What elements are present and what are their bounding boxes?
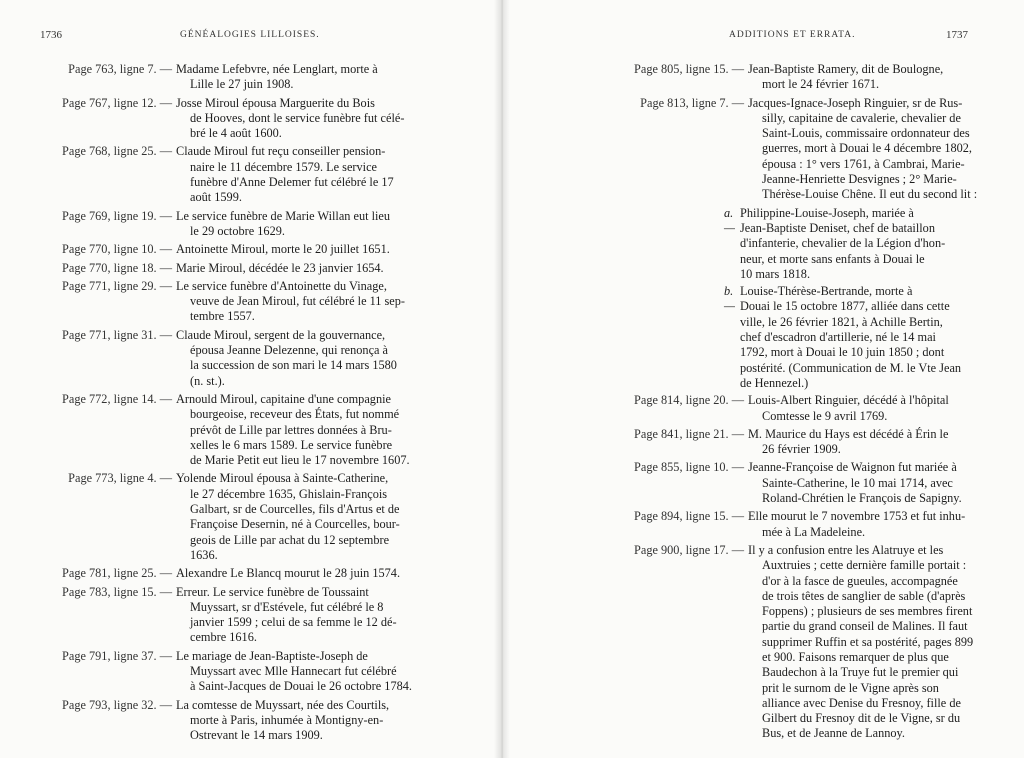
text-line: Foppens) ; plusieurs de ses membres firent [762, 604, 973, 619]
text-line: prit le surnom de le Vigne après son [762, 680, 939, 695]
text-line: de trois têtes de sanglier de sable (d'après [762, 588, 966, 603]
page-line-reference: Page 771, ligne 31. — [62, 327, 172, 342]
text-line: silly, capitaine de cavalerie, chevalier de [762, 110, 961, 125]
entry-text [176, 242, 490, 257]
errata-entry [40, 96, 490, 142]
text-line: de Hennezel.) [740, 375, 809, 390]
errata-entry [40, 209, 490, 240]
entry-text [176, 698, 490, 744]
left-errata-list [40, 62, 490, 746]
right-page-number: 1737 [946, 29, 968, 41]
errata-entry [40, 62, 490, 93]
text-line: 1792, mort à Douai le 10 juin 1850 ; dont [740, 345, 945, 360]
text-line: Bus, et de Jeanne de Lannoy. [762, 726, 905, 741]
text-line: neur, et morte sans enfants à Douai le [740, 251, 925, 266]
entry-text [176, 392, 490, 468]
errata-entry [596, 427, 1002, 458]
page-line-reference: Page 772, ligne 14. — [62, 391, 172, 406]
errata-entry [596, 460, 1002, 506]
text-line: épousa : 1° vers 1761, à Cambrai, Marie- [762, 156, 965, 171]
text-line: Erreur. Le service funèbre de Toussaint [176, 584, 369, 599]
text-line: 26 février 1909. [762, 442, 841, 457]
text-line: Le mariage de Jean-Baptiste-Joseph de [176, 648, 368, 663]
entry-text [748, 543, 1002, 742]
text-line: Sainte-Catherine, le 10 mai 1714, avec [762, 475, 953, 490]
entry-text [176, 261, 490, 276]
errata-entry [40, 698, 490, 744]
errata-entry [40, 392, 490, 468]
entry-text [176, 566, 490, 581]
text-line: Saint-Louis, commissaire ordonnateur des [762, 126, 970, 141]
errata-entry [40, 144, 490, 205]
text-line: bré le 4 août 1600. [190, 126, 282, 141]
text-line: bourgeoise, receveur des États, fut nommé [190, 407, 400, 422]
text-line: le 29 octobre 1629. [190, 223, 285, 238]
errata-entry [40, 585, 490, 646]
errata-sub-entry [724, 206, 1002, 282]
text-line: Françoise Desernin, né à Courcelles, bour- [190, 517, 400, 532]
text-line: Jean-Baptiste Ramery, dit de Boulogne, [748, 62, 944, 76]
page-line-reference: Page 793, ligne 32. — [62, 697, 172, 712]
text-line: mée à La Madeleine. [762, 524, 866, 539]
errata-entry [40, 261, 490, 276]
text-line: Jean-Baptiste Deniset, chef de bataillon [740, 220, 935, 235]
page-line-reference: Page 791, ligne 37. — [62, 648, 172, 663]
left-running-head: GÉNÉALOGIES LILLOISES. [180, 30, 320, 40]
text-line: Josse Miroul épousa Marguerite du Bois [176, 95, 375, 110]
text-line: La comtesse de Muyssart, née des Courtils, [176, 697, 390, 712]
text-line: funèbre d'Anne Delemer fut célébré le 17 [190, 175, 394, 190]
errata-entry [40, 471, 490, 563]
text-line: M. Maurice du Hays est décédé à Érin le [748, 426, 949, 441]
entry-text [176, 585, 490, 646]
book-gutter [494, 0, 510, 758]
text-line: Antoinette Miroul, morte le 20 juillet 1651. [176, 242, 390, 257]
page-line-reference: Page 767, ligne 12. — [62, 95, 172, 110]
page-line-reference: Page 894, ligne 15. — [634, 509, 744, 524]
text-line: Jeanne-Henriette Desvignes ; 2° Marie- [762, 172, 957, 187]
text-line: Arnould Miroul, capitaine d'une compagnie [176, 391, 391, 406]
errata-entry [596, 509, 1002, 540]
entry-text [176, 209, 490, 240]
text-line: Lille le 27 juin 1908. [190, 77, 294, 92]
text-line: d'or à la fasce de gueules, accompagnée [762, 573, 958, 588]
page-line-reference: Page 805, ligne 15. — [634, 62, 744, 76]
text-line: chef d'escadron d'artillerie, né le 14 mai [740, 330, 936, 345]
text-line: Jacques-Ignace-Joseph Ringuier, sr de Rus- [748, 95, 963, 110]
errata-entry [40, 242, 490, 257]
text-line: août 1599. [190, 190, 242, 205]
right-errata-list [596, 62, 1002, 745]
page-line-reference: Page 841, ligne 21. — [634, 426, 744, 441]
text-line: Douai le 15 octobre 1877, alliée dans cette [740, 299, 950, 314]
sub-entry-marker: b. — [724, 284, 735, 314]
entry-text [176, 471, 490, 563]
errata-entry [40, 328, 490, 389]
text-line: Elle mourut le 7 novembre 1753 et fut inhu- [748, 509, 966, 524]
text-line: Muyssart avec Mlle Hannecart fut célébré [190, 663, 397, 678]
entry-text [748, 393, 1002, 424]
sub-entry-marker: a. — [724, 205, 735, 235]
entry-text [176, 328, 490, 389]
errata-entry [40, 566, 490, 581]
text-line: Auxtruies ; cette dernière famille portait : [762, 558, 967, 573]
text-line: Claude Miroul, sergent de la gouvernance, [176, 327, 386, 342]
text-line: Galbart, sr de Courcelles, fils d'Artus et de [190, 502, 400, 517]
text-line: Louise-Thérèse-Bertrande, morte à [740, 284, 913, 299]
errata-sub-entry [724, 284, 1002, 391]
text-line: Il y a confusion entre les Alatruye et les [748, 542, 944, 557]
text-line: Gilbert du Fresnoy dit de le Vigne, sr du [762, 711, 961, 726]
entry-text [176, 649, 490, 695]
errata-entry [596, 62, 1002, 93]
text-line: morte à Paris, inhumée à Montigny-en- [190, 712, 384, 727]
entry-text [748, 509, 1002, 540]
text-line: supprimer Ruffin et sa postérité, pages 899 [762, 634, 974, 649]
sub-entry-text [740, 284, 1002, 391]
text-line: partie du grand conseil de Malines. Il faut [762, 619, 968, 634]
text-line: cembre 1616. [190, 630, 257, 645]
errata-entry [40, 649, 490, 695]
page-line-reference: Page 763, ligne 7. — [68, 62, 172, 76]
entry-text [748, 427, 1002, 458]
page-line-reference: Page 783, ligne 15. — [62, 584, 172, 599]
text-line: à Saint-Jacques de Douai le 26 octobre 1784. [190, 679, 412, 694]
text-line: janvier 1599 ; celui de sa femme le 12 dé- [190, 615, 397, 630]
text-line: tembre 1557. [190, 309, 255, 324]
entry-text [748, 62, 1002, 93]
text-line: xelles le 6 mars 1589. Le service funèbre [190, 437, 393, 452]
page-line-reference: Page 773, ligne 4. — [68, 471, 172, 486]
text-line: Baudechon à la Truye fut le premier qui [762, 665, 959, 680]
text-line: Madame Lefebvre, née Lenglart, morte à [176, 62, 378, 76]
left-page-number: 1736 [40, 29, 62, 41]
errata-entry [596, 543, 1002, 742]
text-line: mort le 24 février 1671. [762, 77, 880, 92]
text-line: Le service funèbre de Marie Willan eut lieu [176, 208, 391, 223]
text-line: (n. st.). [190, 373, 225, 388]
page-line-reference: Page 769, ligne 19. — [62, 208, 172, 223]
text-line: ville, le 26 février 1821, à Achille Bertin, [740, 314, 943, 329]
text-line: et 900. Faisons remarquer de plus que [762, 649, 949, 664]
page-line-reference: Page 813, ligne 7. — [640, 95, 744, 110]
errata-entry [596, 393, 1002, 424]
text-line: d'infanterie, chevalier de la Légion d'hon- [740, 236, 946, 251]
page-line-reference: Page 770, ligne 10. — [62, 242, 172, 257]
entry-text [176, 144, 490, 205]
page-line-reference: Page 855, ligne 10. — [634, 460, 744, 475]
errata-entry [596, 96, 1002, 203]
text-line: de Marie Petit eut lieu le 17 novembre 1607. [190, 453, 410, 468]
right-running-head: ADDITIONS ET ERRATA. [729, 30, 856, 40]
text-line: le 27 décembre 1635, Ghislain-François [190, 486, 388, 501]
text-line: Claude Miroul fut reçu conseiller pension- [176, 144, 386, 159]
entry-text [176, 62, 490, 93]
text-line: Thérèse-Louise Chêne. Il eut du second lit : [762, 187, 978, 202]
entry-text [176, 96, 490, 142]
page-line-reference: Page 771, ligne 29. — [62, 278, 172, 293]
page-line-reference: Page 814, ligne 20. — [634, 393, 744, 408]
text-line: Ostrevant le 14 mars 1909. [190, 728, 323, 743]
text-line: veuve de Jean Miroul, fut célébré le 11 sep- [190, 294, 405, 309]
text-line: Comtesse le 9 avril 1769. [762, 408, 888, 423]
text-line: 1636. [190, 547, 218, 562]
text-line: Le service funèbre d'Antoinette du Vinage, [176, 278, 387, 293]
text-line: postérité. (Communication de M. le Vte Jean [740, 360, 962, 375]
text-line: de Hooves, dont le service funèbre fut célé- [190, 110, 405, 125]
text-line: Alexandre Le Blancq mourut le 28 juin 1574. [176, 566, 401, 581]
page-line-reference: Page 770, ligne 18. — [62, 260, 172, 275]
text-line: naire le 11 décembre 1579. Le service [190, 159, 377, 174]
text-line: Yolende Miroul épousa à Sainte-Catherine, [176, 471, 389, 486]
text-line: 10 mars 1818. [740, 266, 811, 281]
text-line: alliance avec Denise du Fresnoy, fille de [762, 695, 961, 710]
page-line-reference: Page 900, ligne 17. — [634, 542, 744, 557]
page-line-reference: Page 781, ligne 25. — [62, 566, 172, 581]
text-line: Louis-Albert Ringuier, décédé à l'hôpital [748, 393, 949, 408]
page-line-reference: Page 768, ligne 25. — [62, 144, 172, 159]
text-line: épousa Jeanne Delezenne, qui renonça à [190, 343, 389, 358]
text-line: Marie Miroul, décédée le 23 janvier 1654. [176, 260, 384, 275]
entry-text [748, 460, 1002, 506]
text-line: Muyssart, sr d'Estévele, fut célébré le 8 [190, 599, 384, 614]
text-line: Jeanne-Françoise de Waignon fut mariée à [748, 460, 957, 475]
entry-text [748, 96, 1002, 203]
text-line: geois de Lille par achat du 12 septembre [190, 532, 390, 547]
text-line: prévôt de Lille par lettres données à Bru- [190, 422, 392, 437]
entry-text [176, 279, 490, 325]
text-line: Roland-Chrétien le François de Sapigny. [762, 491, 962, 506]
text-line: guerres, mort à Douai le 4 décembre 1802, [762, 141, 972, 156]
sub-entry-text [740, 206, 1002, 282]
text-line: Philippine-Louise-Joseph, mariée à [740, 205, 914, 220]
text-line: la succession de son mari le 14 mars 1580 [190, 358, 397, 373]
errata-entry [40, 279, 490, 325]
